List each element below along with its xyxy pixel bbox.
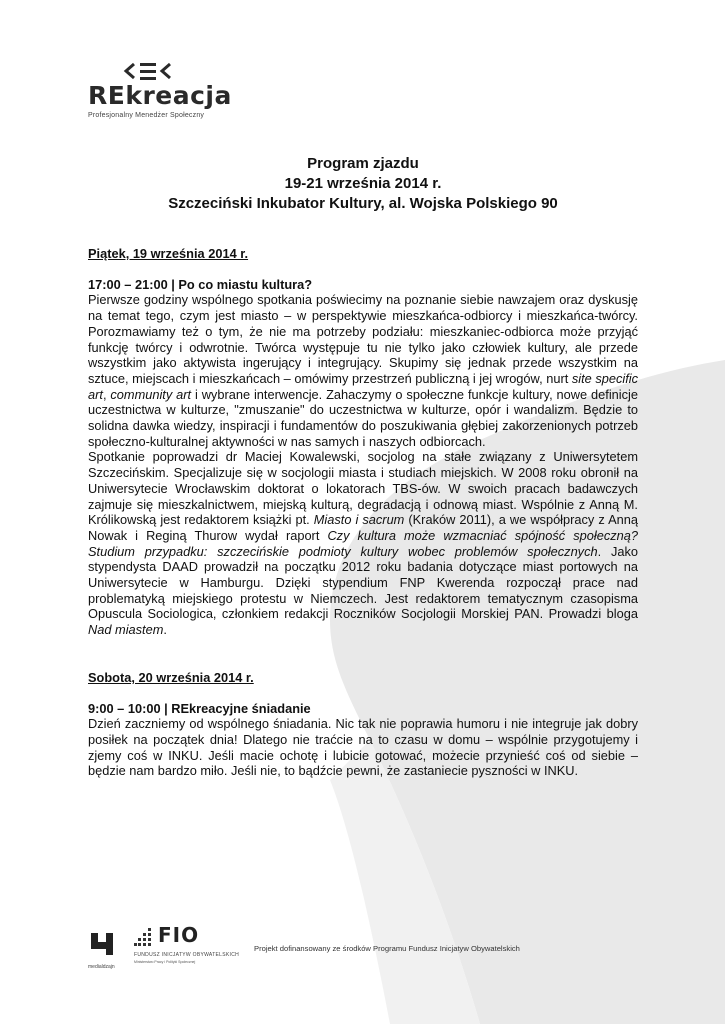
rekreacja-logo bbox=[88, 60, 232, 119]
logo-name: REkreacja bbox=[88, 81, 232, 110]
funding-credit: Projekt dofinansowany ze środków Programu Fundusz Inicjatyw Obywatelskich bbox=[254, 944, 520, 953]
italic-run: site specific art bbox=[88, 370, 638, 402]
text-run: . Jako stypendysta DAAD prowadził na początku 2012 roku badania dotyczące miast portowych na Uniwersytecie w Hamburgu. Dzięki stypendium FNP Kwerenda rozpoczął prace nad problematyką miejskiego protestu w Niemczech. Jest redaktorem tematycznym czasopisma Opuscula Sociologica, członkiem redakcji Roczników Socjologii Morskiej PAN. Prowadzi bloga bbox=[88, 543, 638, 622]
italic-run: Nad miastem bbox=[88, 622, 164, 638]
medialdzajn-logo-icon bbox=[88, 930, 116, 958]
text-run: Pierwsze godziny wspólnego spotkania poświecimy na poznanie siebie nawzajem oraz dyskusję na temat tego, czym jest miasto – w perspektywie mieszkańca-odbiorcy i mieszkańca-twórcy. Porozmawiamy też o tym, że nie ma potrzeby podziału: mieszkaniec-odbiorca może przyjąć funkcję twórcy i odwrotnie. Twórca występuje tu nie tylko jako człowiek kultury, ale przede wszystkim jako aktywista ingerujący i integrujący. Skupimy się jednak przede wszystkim na sztuce, miejscach i mieszkańcach – omówimy przestrzeń publiczną i jej wrogów, nurt bbox=[88, 292, 638, 386]
text-run: Spotkanie poprowadzi dr Maciej Kowalewski, socjolog na stałe związany z Uniwersytetem Szczecińskim. Specjalizuje się w socjologii miasta i studiach miejskich. W 2008 roku obronił na Uniwersytecie Wrocławskim doktorat o lokatorach TBS-ów. W swoich pracach badawczych zajmuje się mieszkalnictwem, miejską kulturą, degradacją i odnową miast. Wspólnie z Anną M. Królikowską jest redaktorem książki pt. bbox=[88, 449, 638, 528]
logo-tagline: Profesjonalny Menedżer Społeczny bbox=[88, 112, 205, 119]
friday-heading: Piątek, 19 września 2014 r. bbox=[88, 246, 249, 261]
title-line-1: Program zjazdu bbox=[307, 155, 419, 172]
text-run: , bbox=[102, 386, 111, 402]
medialdzajn-caption: medialdzajn bbox=[88, 964, 115, 970]
friday-paragraph-1 bbox=[88, 292, 638, 449]
saturday-session-title: 9:00 – 10:00 | REkreacyjne śniadanie bbox=[88, 700, 311, 716]
fio-subtitle: FUNDUSZ INICJATYW OBYWATELSKICH bbox=[134, 952, 240, 958]
fio-dots-icon bbox=[134, 928, 154, 952]
text-run: i wybrane interwencje. Zahaczymy o społeczne funkcje kultury, nowe definicje uczestnictwa w kulturze, "zmuszanie" do uczestnictwa w kulturze, opór i wandalizm. Będzie to solidna dawka wiedzy, inspiracji i fundamentów do poszukiwania głębiej zakorzenionych potrzeb społeczno-kulturalnej aktywności w nas samych i naszych odbiorcach. bbox=[88, 386, 638, 449]
footer bbox=[88, 922, 648, 974]
friday-session-title: 17:00 – 21:00 | Po co miastu kultura? bbox=[88, 276, 313, 292]
logo-arrows-icon bbox=[106, 60, 196, 82]
text-run: (Kraków 2011), a we współpracy z Anną Nowak i Reginą Thurow wydał raport bbox=[88, 512, 638, 543]
text-run: . bbox=[163, 622, 167, 638]
title-line-2: 19-21 września 2014 r. bbox=[284, 175, 442, 192]
fio-ministry: Ministerstwo Pracy i Polityki Społecznej bbox=[134, 960, 196, 964]
title-line-3: Szczeciński Inkubator Kultury, al. Wojska Polskiego 90 bbox=[168, 195, 558, 212]
italic-run: community art bbox=[110, 386, 192, 402]
friday-paragraph-2 bbox=[88, 449, 638, 637]
italic-run: Czy kultura może wzmacniać spójność społeczną? Studium przypadku: szczecińskie podmioty kultury wobec problemów społecznych bbox=[88, 527, 638, 559]
saturday-heading: Sobota, 20 września 2014 r. bbox=[88, 669, 254, 685]
medialdzajn-logo bbox=[88, 930, 118, 970]
italic-run: Miasto i sacrum bbox=[313, 512, 405, 528]
document-body bbox=[88, 246, 638, 779]
document-title bbox=[88, 154, 638, 214]
saturday-paragraph-1: Dzień zaczniemy od wspólnego śniadania. Nic tak nie poprawia humoru i nie integruje jak dobry posiłek na początek dnia! Dlatego nie traćcie na to czasu w domu – wspólnie przygotujemy i zjemy coś w INKU. Jeśli macie ochotę i lubicie gotować, możecie przynieść coś od siebie – będzie nam bardzo miło. Jeśli nie, to bądźcie pewni, że zastaniecie pyszności w INKU. bbox=[88, 716, 638, 779]
fio-name: FIO bbox=[158, 923, 200, 947]
